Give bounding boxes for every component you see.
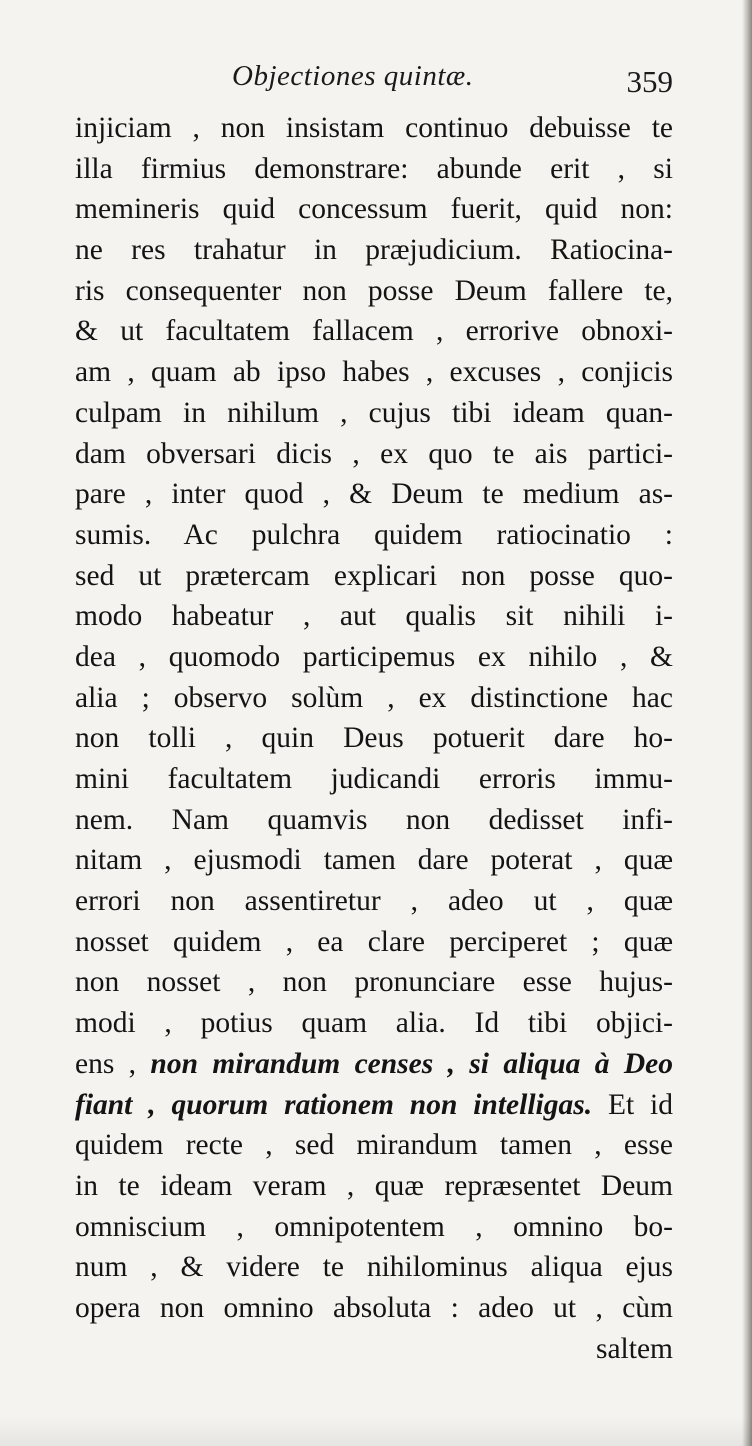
text-segment: pare , inter quod , & Deum te medium as-: [75, 478, 673, 511]
text-segment: illa firmius demonstrare: abunde erit , si: [75, 152, 673, 185]
text-line: [75, 881, 673, 922]
text-segment: modo habeatur , aut qualis sit nihili i-: [75, 600, 673, 633]
text-segment: quidem recte , sed mirandum tamen , esse: [75, 1129, 673, 1162]
page-header: [75, 58, 673, 102]
text-line: [75, 922, 673, 963]
page-number: 359: [626, 64, 673, 99]
text-line: [75, 352, 673, 393]
text-segment: errori non assentiretur , adeo ut , quæ: [75, 885, 673, 918]
text-segment: num , & videre te nihilominus aliqua ejus: [75, 1251, 673, 1284]
body-text: [75, 108, 673, 1369]
text-segment: memineris quid concessum fuerit, quid non:: [75, 193, 673, 226]
text-segment: alia ; observo solùm , ex distinctione hac: [75, 681, 673, 714]
text-line: [75, 474, 673, 515]
text-segment: nitam , ejusmodi tamen dare poterat , quæ: [75, 844, 673, 877]
text-segment: ne res trahatur in præjudicium. Ratiocina-: [75, 234, 673, 267]
text-line: [75, 840, 673, 881]
text-line: [75, 189, 673, 230]
text-segment: sed ut prætercam explicari non posse quo-: [75, 559, 673, 592]
text-line: [75, 515, 673, 556]
text-line: [75, 759, 673, 800]
text-line: [75, 1044, 673, 1085]
text-line: [75, 678, 673, 719]
text-segment: modi , potius quam alia. Id tibi objici-: [75, 1007, 673, 1040]
text-line: [75, 1125, 673, 1166]
text-segment: in te ideam veram , quæ repræsentet Deum: [75, 1169, 673, 1202]
text-line: [75, 311, 673, 352]
text-segment: Et id: [592, 1088, 673, 1121]
text-segment: saltem: [595, 1332, 673, 1365]
text-line: [75, 596, 673, 637]
text-line: [75, 1207, 673, 1248]
text-line: [75, 1085, 673, 1126]
text-segment: culpam in nihilum , cujus tibi ideam quan-: [75, 396, 673, 429]
text-segment: non nosset , non pronunciare esse hujus-: [75, 966, 673, 999]
text-line: [75, 149, 673, 190]
text-line: [75, 637, 673, 678]
text-segment: am , quam ab ipso habes , excuses , conjicis: [75, 356, 673, 389]
text-line: [75, 1166, 673, 1207]
text-segment: omniscium , omnipotentem , omnino bo-: [75, 1210, 673, 1243]
text-line: [75, 108, 673, 149]
page-edge-shadow: [742, 0, 752, 1446]
text-line: [75, 556, 673, 597]
page-bottom-shadow: [0, 1416, 752, 1446]
running-head: Objectiones quintæ.: [232, 60, 474, 92]
text-segment: ris consequenter non posse Deum fallere te,: [75, 274, 673, 307]
italic-quote: fiant , quorum rationem non intelligas.: [75, 1088, 593, 1121]
text-segment: nosset quidem , ea clare perciperet ; quæ: [75, 925, 673, 958]
text-segment: non tolli , quin Deus potuerit dare ho-: [75, 722, 673, 755]
text-segment: & ut facultatem fallacem , errorive obnoxi-: [75, 315, 673, 348]
text-line: [75, 1329, 673, 1370]
text-line: [75, 1003, 673, 1044]
text-line: [75, 962, 673, 1003]
text-line: [75, 434, 673, 475]
text-line: [75, 393, 673, 434]
text-segment: dam obversari dicis , ex quo te ais partici-: [75, 437, 673, 470]
text-line: [75, 230, 673, 271]
text-segment: sumis. Ac pulchra quidem ratiocinatio :: [75, 518, 673, 551]
text-segment: mini facultatem judicandi erroris immu-: [75, 763, 673, 795]
text-line: [75, 1288, 673, 1329]
italic-quote: non mirandum censes , si aliqua à Deo: [150, 1047, 674, 1080]
text-line: [75, 800, 673, 841]
text-line: [75, 1247, 673, 1288]
text-segment: ens ,: [75, 1047, 151, 1080]
text-segment: dea , quomodo participemus ex nihilo , &: [75, 640, 673, 673]
text-segment: opera non omnino absoluta : adeo ut , cùm: [75, 1291, 673, 1324]
text-line: [75, 718, 673, 759]
text-segment: injiciam , non insistam continuo debuisse te: [75, 112, 673, 144]
text-segment: nem. Nam quamvis non dedisset infi-: [75, 803, 673, 836]
text-line: [75, 271, 673, 312]
